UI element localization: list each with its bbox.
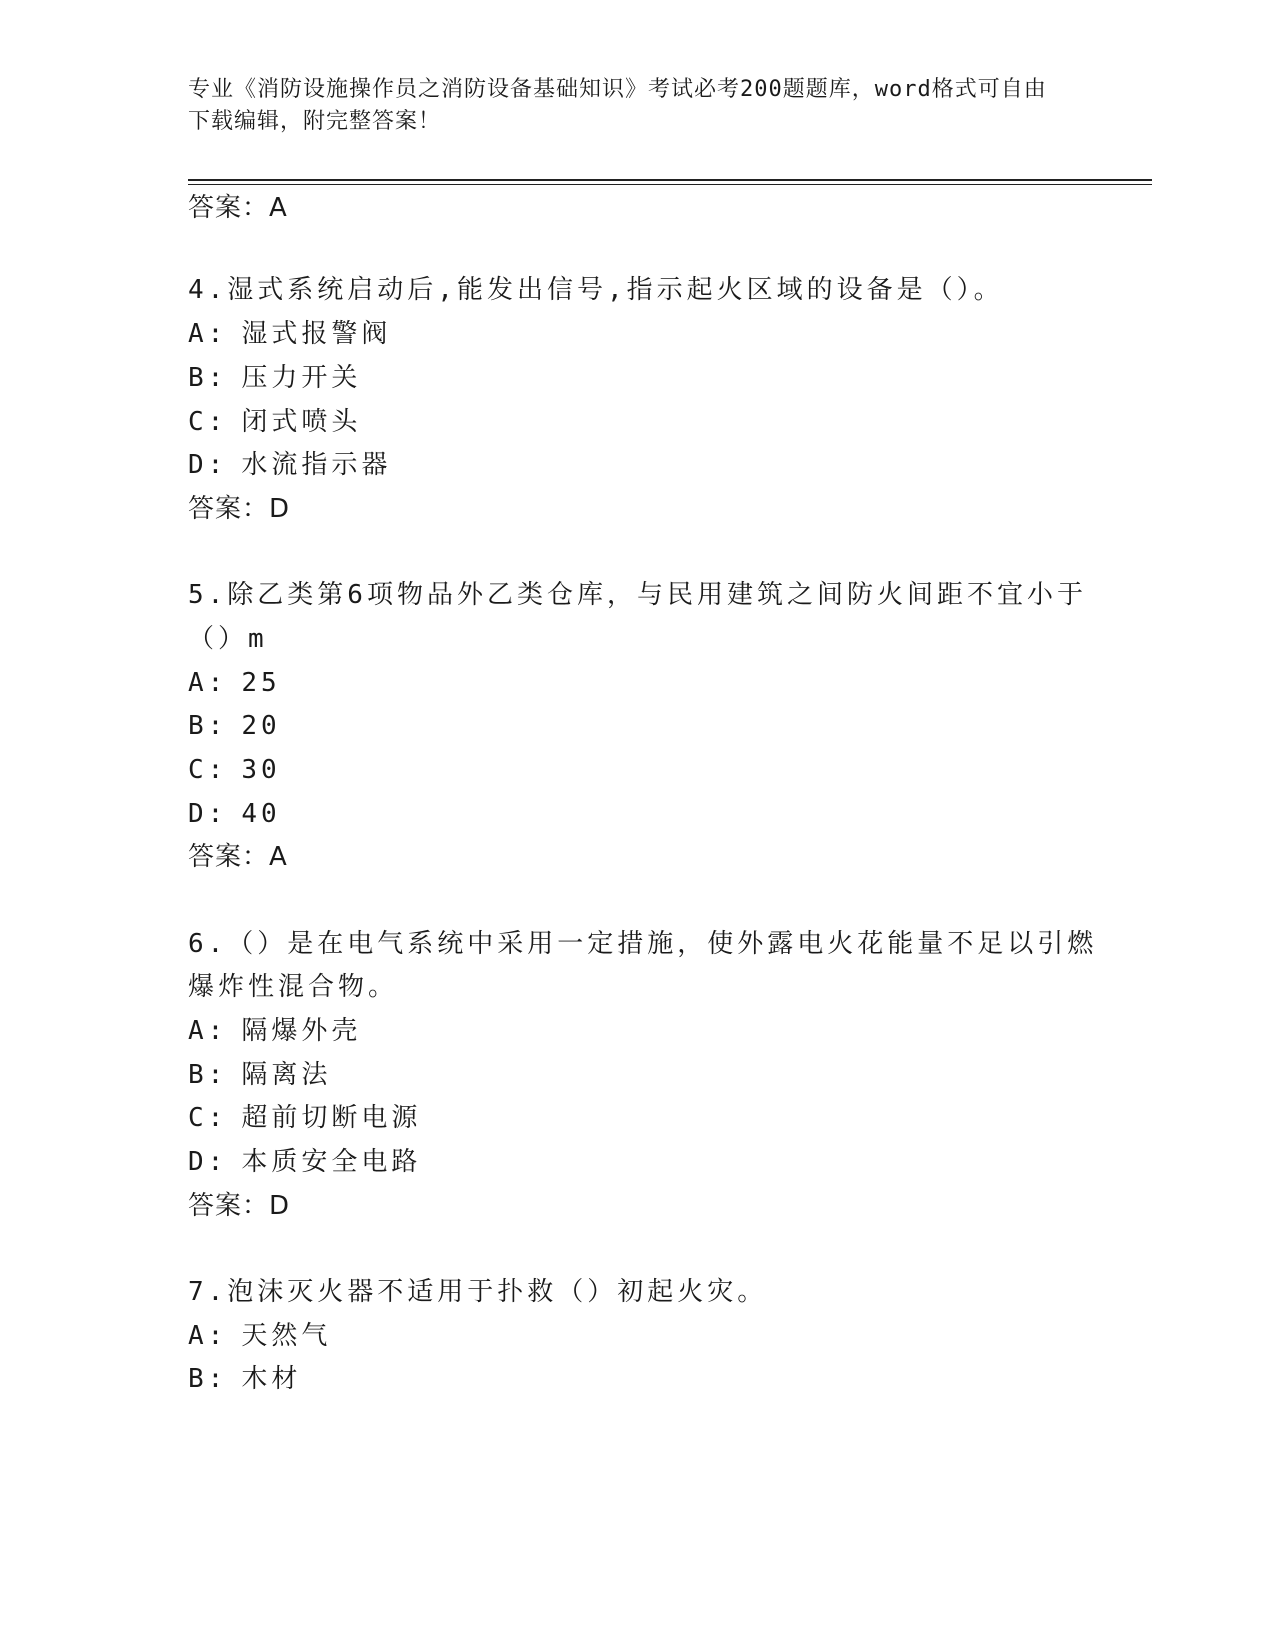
document-header: 专业《消防设施操作员之消防设备基础知识》考试必考200题题库，word格式可自由下载编辑，附完整答案！	[188, 77, 1047, 134]
option-text: 水流指示器	[241, 450, 392, 480]
question-4-option-d	[188, 448, 391, 482]
option-letter: B:	[188, 363, 228, 393]
question-5-stem-cont: （）m	[188, 624, 268, 654]
question-7-stem: 7.泡沫灭火器不适用于扑救（）初起火灾。	[188, 1277, 768, 1307]
question-6-stem-cont: 爆炸性混合物。	[188, 972, 399, 1002]
question-5-option-d	[188, 797, 281, 831]
option-letter: D:	[188, 1147, 228, 1177]
option-text: 压力开关	[241, 363, 362, 393]
header-divider-thick	[188, 179, 1152, 181]
question-4-option-b	[188, 361, 361, 395]
question-6-option-c	[188, 1101, 421, 1135]
option-letter: B:	[188, 711, 228, 741]
question-5-answer: 答案：A	[188, 842, 288, 872]
option-text: 30	[241, 755, 281, 785]
question-6-stem: 6.（）是在电气系统中采用一定措施，使外露电火花能量不足以引燃	[188, 929, 1098, 959]
question-4-option-c	[188, 405, 361, 439]
question-5-stem: 5.除乙类第6项物品外乙类仓库，与民用建筑之间防火间距不宜小于	[188, 580, 1087, 610]
option-letter: A:	[188, 1016, 228, 1046]
previous-answer: 答案：A	[188, 193, 288, 223]
option-text: 隔离法	[241, 1060, 332, 1090]
option-letter: A:	[188, 319, 228, 349]
option-text: 本质安全电路	[241, 1147, 422, 1177]
question-6-option-d	[188, 1145, 421, 1179]
option-letter: D:	[188, 799, 228, 829]
question-7-option-a	[188, 1319, 331, 1353]
question-4-option-a	[188, 317, 391, 351]
option-text: 40	[241, 799, 281, 829]
option-text: 木材	[241, 1364, 302, 1394]
question-6-answer: 答案：D	[188, 1191, 291, 1221]
question-6-option-a	[188, 1014, 361, 1048]
question-7-option-b	[188, 1362, 301, 1396]
question-5-option-b	[188, 709, 281, 743]
option-text: 闭式喷头	[241, 407, 362, 437]
option-text: 超前切断电源	[241, 1103, 422, 1133]
question-4-answer: 答案：D	[188, 494, 291, 524]
question-5-option-c	[188, 753, 281, 787]
option-letter: B:	[188, 1364, 228, 1394]
option-text: 20	[241, 711, 281, 741]
option-letter: A:	[188, 668, 228, 698]
question-6-option-b	[188, 1058, 331, 1092]
option-letter: B:	[188, 1060, 228, 1090]
option-letter: A:	[188, 1321, 228, 1351]
option-text: 湿式报警阀	[241, 319, 392, 349]
option-letter: C:	[188, 1103, 228, 1133]
question-4-stem: 4.湿式系统启动后,能发出信号,指示起火区域的设备是（）。	[188, 275, 1004, 305]
option-text: 隔爆外壳	[241, 1016, 362, 1046]
option-letter: D:	[188, 450, 228, 480]
option-letter: C:	[188, 755, 228, 785]
option-text: 25	[241, 668, 281, 698]
question-5-option-a	[188, 666, 281, 700]
option-text: 天然气	[241, 1321, 332, 1351]
header-divider-thin	[188, 184, 1152, 185]
option-letter: C:	[188, 407, 228, 437]
